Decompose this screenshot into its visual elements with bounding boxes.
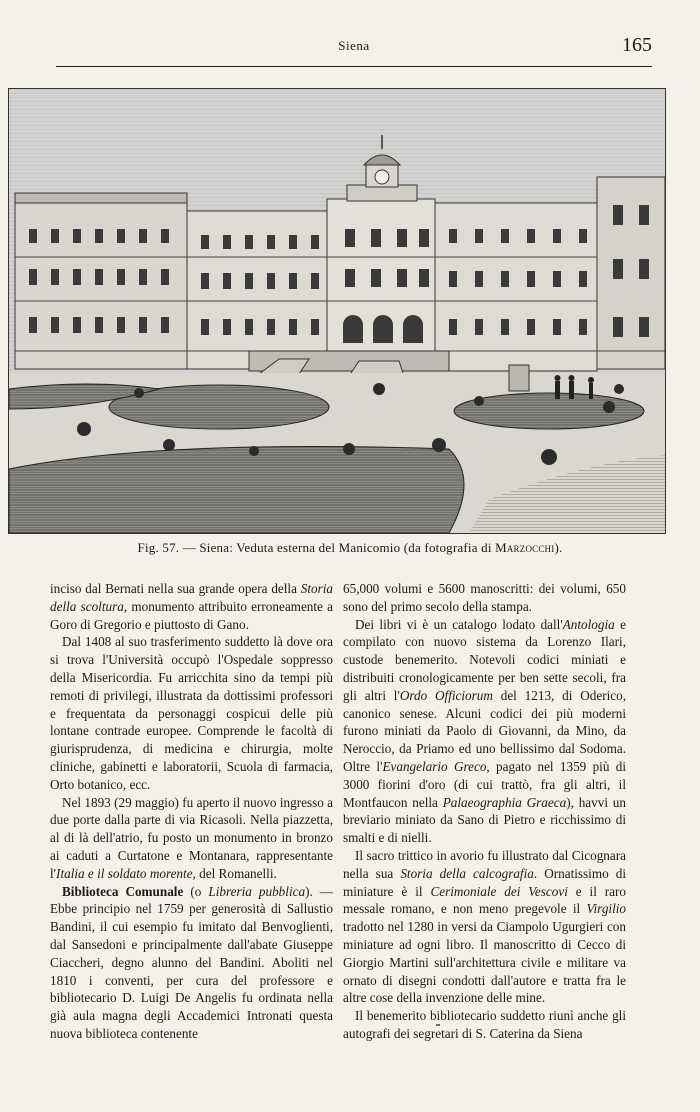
paragraph: 65,000 volumi e 5600 manoscritti: dei volumi, 650 sono del primo secolo della stampa.: [343, 581, 626, 614]
engraving-illustration: [8, 88, 666, 534]
page-mark: [436, 1024, 440, 1026]
paragraph: Dal 1408 al suo trasferimento suddetto là dove ora si trova l'Università occupò l'Ospedale soppresso della Misericordia. Fu arricchita sino da tempi più remoti di privilegi, illustrata da dottissimi professori e frequentata da personaggi cospicui delle più lontane contrade europee. Comprende le facoltà di giurisprudenza, di medicina e chirurgia, molte cliniche, gabinetti e laboratorii, Scuola di farmacia, Orto botanico, ecc.: [50, 634, 333, 792]
paragraph: Il benemerito bibliotecario suddetto riunì anche gli autografi dei segretari di S. Caterina da Siena: [343, 1008, 626, 1041]
figure-caption: [20, 540, 680, 556]
right-column: [343, 580, 627, 1041]
left-column: [50, 580, 333, 1041]
paragraph: inciso dal Bernati nella sua grande opera della Storia della scoltura, monumento attribuito erroneamente a Goro di Gregorio e piuttosto di Gano.: [50, 581, 333, 632]
paragraph: Il sacro trittico in avorio fu illustrato dal Cicognara nella sua Storia della calcografia. Ornatissimo di miniature è il Cerimoniale dei Vescovi e il raro messale romano, e non meno pregevole il Virgilio tradotto nel 1280 in versi da Ciampolo Ugurgieri con miniature ad ogni libro. Il manoscritto di Cecco di Giorgio Martini sull'architettura civile e militare va ornato di disegni condotti dall'autore e tratta fra le altre cose della invenzione delle mine.: [343, 847, 626, 1006]
paragraph: Nel 1893 (29 maggio) fu aperto il nuovo ingresso a due porte dalla parte di via Ricasoli. Nella piazzetta, al di là dell'atrio, fu posto un monumento in bronzo ai caduti a Curtatone e Montanara, rappresentante l'Italia e il soldato morente, del Romanelli.: [50, 794, 333, 881]
caption-author: Marzocchi: [495, 540, 555, 555]
running-title: Siena: [338, 38, 370, 53]
page-header: [56, 36, 652, 67]
caption-text: Fig. 57. — Siena: Veduta esterna del Manicomio (da fotografia di: [137, 540, 496, 555]
paragraph: Biblioteca Comunale (o Libreria pubblica). — Ebbe principio nel 1759 per generosità di Sallustio Bandini, il cui esempio fu imitato dal Benvoglienti, dal Sansedoni e principalmente dall'abate Giuseppe Ciaccheri, degno alunno del Bandini. Aboliti nel 1810 i conventi, per cura del professore e bibliotecario D. Luigi De Angelis fu ordinata nella già aula magna degli Accademici Intronati questa nuova biblioteca contenente: [50, 883, 333, 1041]
page-number: 165: [622, 34, 652, 56]
caption-suffix: ).: [554, 540, 563, 555]
paragraph: Dei libri vi è un catalogo lodato dall'Antologia e compilato con nuovo sistema da Lorenzo Ilari, custode benemerito. Notevoli codici miniati e distribuiti cronologicamente per ben sette secoli, fra gli altri l'Ordo Officiorum del 1213, di Oderico, canonico senese. Alcuni codici dei più moderni furono miniati da Paolo di Giovanni, da Mino, da Neroccio, da Priamo ed uno bellissimo dal Sodoma. Oltre l'Evangelario Greco, pagato nel 1359 più di 3000 fiorini d'oro (di cui trattò, fra gli altri, il Montfaucon nella Palaeographia Graeca), havvi un breviario miniato da Sano di Pietro e ricchissimo di smalti e di nielli.: [343, 616, 627, 846]
section-heading: Biblioteca Comunale: [62, 883, 184, 899]
